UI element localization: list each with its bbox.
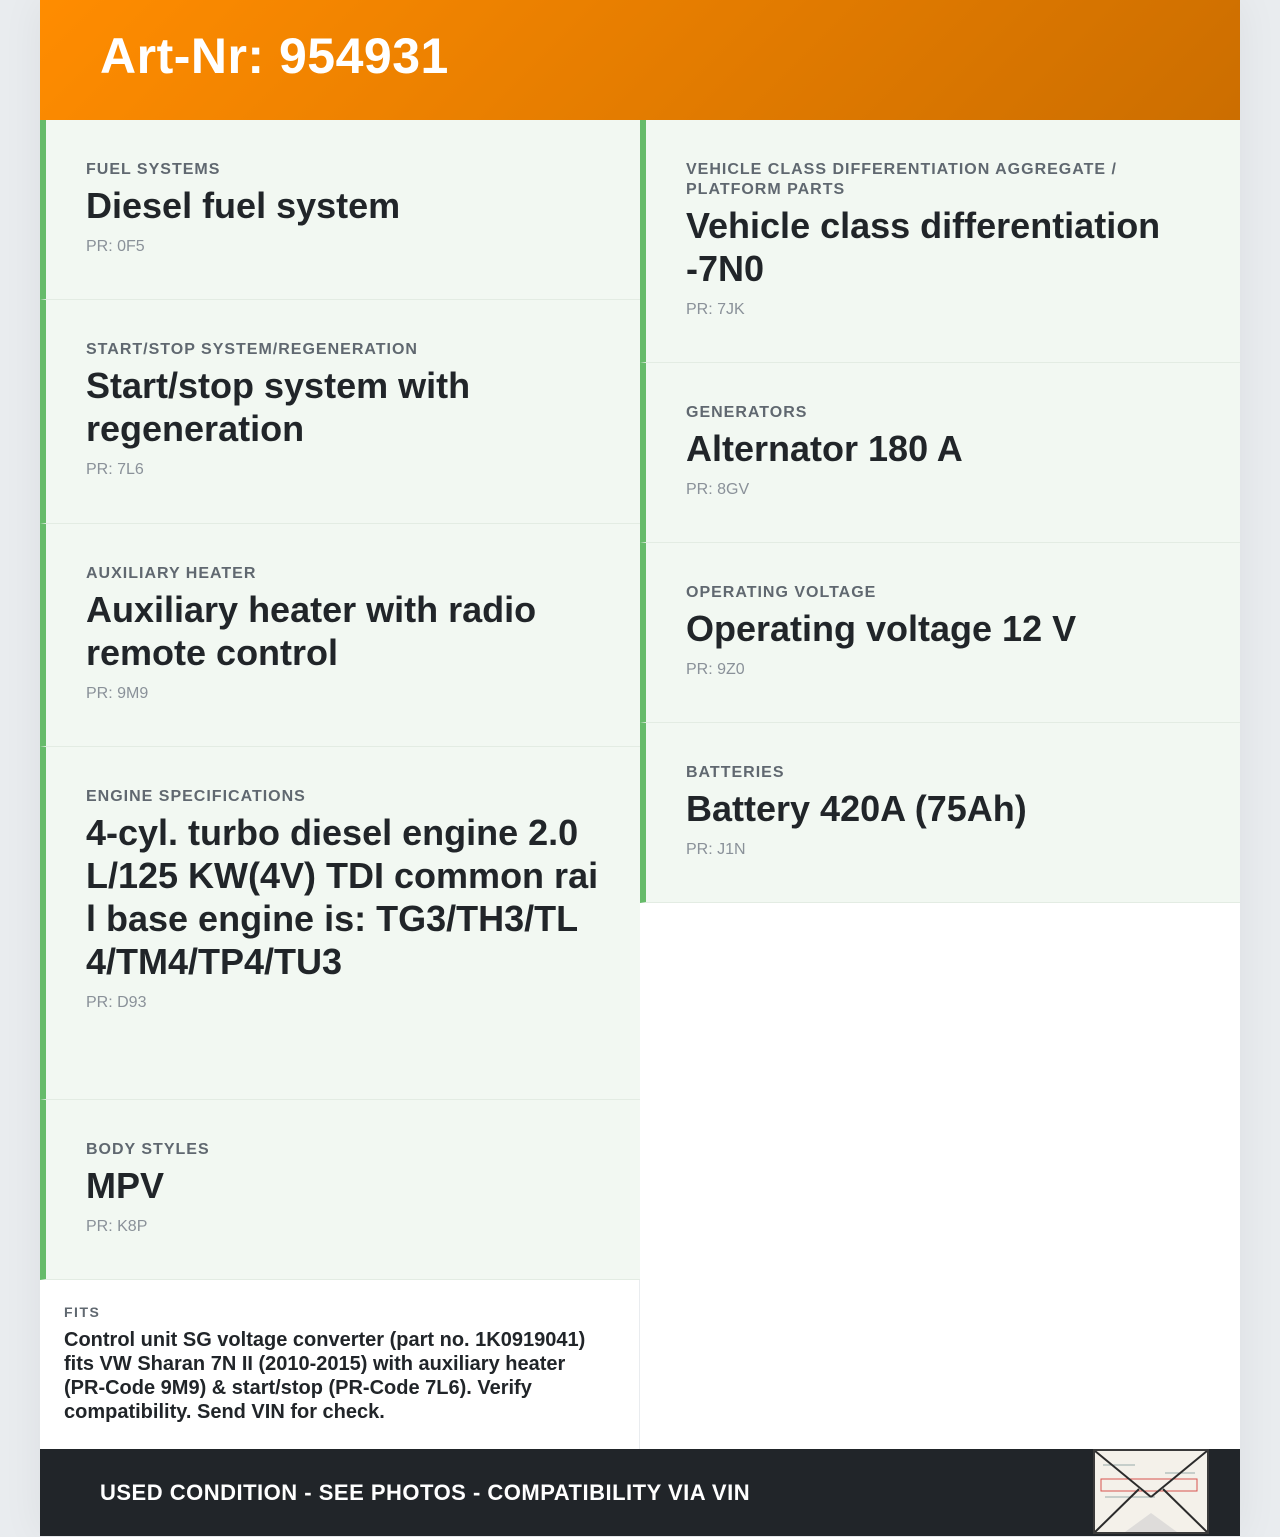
pr-code: PR: 9M9 (86, 685, 149, 702)
spec-card-start-stop (40, 300, 640, 524)
pr-code: PR: 7L6 (86, 461, 144, 478)
pr-code: PR: 0F5 (86, 238, 145, 255)
spec-value: Alternator 180 A (686, 428, 963, 469)
spec-card-batteries (640, 723, 1240, 903)
footer-notice: USED CONDITION - SEE PHOTOS - COMPATIBILITY VIA VIN (100, 1479, 751, 1505)
spec-value: Operating voltage 12 V (686, 608, 1077, 649)
spec-card-fuel-systems (40, 120, 640, 300)
envelope-graphic (1095, 1451, 1207, 1532)
spec-value: Vehicle class differentiation -7N0 (686, 205, 1161, 289)
spec-value: Battery 420A (75Ah) (686, 788, 1027, 829)
pr-code: PR: D93 (86, 994, 147, 1011)
spec-card-operating-voltage (640, 543, 1240, 723)
spec-value: Auxiliary heater with radio remote control (86, 589, 537, 673)
pr-code: PR: 7JK (686, 301, 745, 318)
spec-label: VEHICLE CLASS DIFFERENTIATION AGGREGATE / PLATFORM PARTS (686, 161, 1117, 198)
spec-card-auxiliary-heater (40, 524, 640, 747)
spec-value: Start/stop system with regeneration (86, 365, 471, 449)
header-bar (40, 0, 1240, 120)
fits-description: Control unit SG voltage converter (part no. 1K0919041) fits VW Sharan 7N II (2010-2015) with auxiliary heater (PR-Code 9M9) & start/stop (PR-Code 7L6). Verify compatibility. Send VIN for check. (64, 1329, 586, 1423)
spec-sheet (40, 0, 1240, 1536)
spec-card-body-styles (40, 1100, 640, 1280)
fits-label: FITS (64, 1304, 101, 1320)
empty-panel (640, 903, 1240, 1449)
spec-card-vehicle-class (640, 120, 1240, 363)
envelope-icon[interactable] (1093, 1449, 1209, 1534)
spec-value: Diesel fuel system (86, 185, 401, 226)
right-column (640, 120, 1240, 903)
page-title: Art-Nr: 954931 (100, 28, 449, 84)
spec-label: OPERATING VOLTAGE (686, 584, 877, 601)
pr-code: PR: 9Z0 (686, 661, 745, 678)
spec-card-generators (640, 363, 1240, 543)
spec-label: FUEL SYSTEMS (86, 161, 221, 178)
pr-code: PR: K8P (86, 1218, 148, 1235)
spec-label: START/STOP SYSTEM/REGENERATION (86, 341, 418, 358)
pr-code: PR: J1N (686, 841, 746, 858)
left-column (40, 120, 640, 1280)
spec-value: 4-cyl. turbo diesel engine 2.0 L/125 KW(4V) TDI common rail base engine is: TG3/TH3/TL4/TM4/TP4/TU3 (86, 812, 599, 982)
pr-code: PR: 8GV (686, 481, 750, 498)
footer-bar (40, 1449, 1240, 1536)
spec-label: BODY STYLES (86, 1141, 210, 1158)
spec-label: AUXILIARY HEATER (86, 565, 257, 582)
spec-card-engine (40, 747, 640, 1100)
spec-label: GENERATORS (686, 404, 808, 421)
spec-label: ENGINE SPECIFICATIONS (86, 788, 306, 805)
fits-section (40, 1280, 640, 1450)
spec-label: BATTERIES (686, 764, 785, 781)
spec-value: MPV (86, 1165, 165, 1206)
